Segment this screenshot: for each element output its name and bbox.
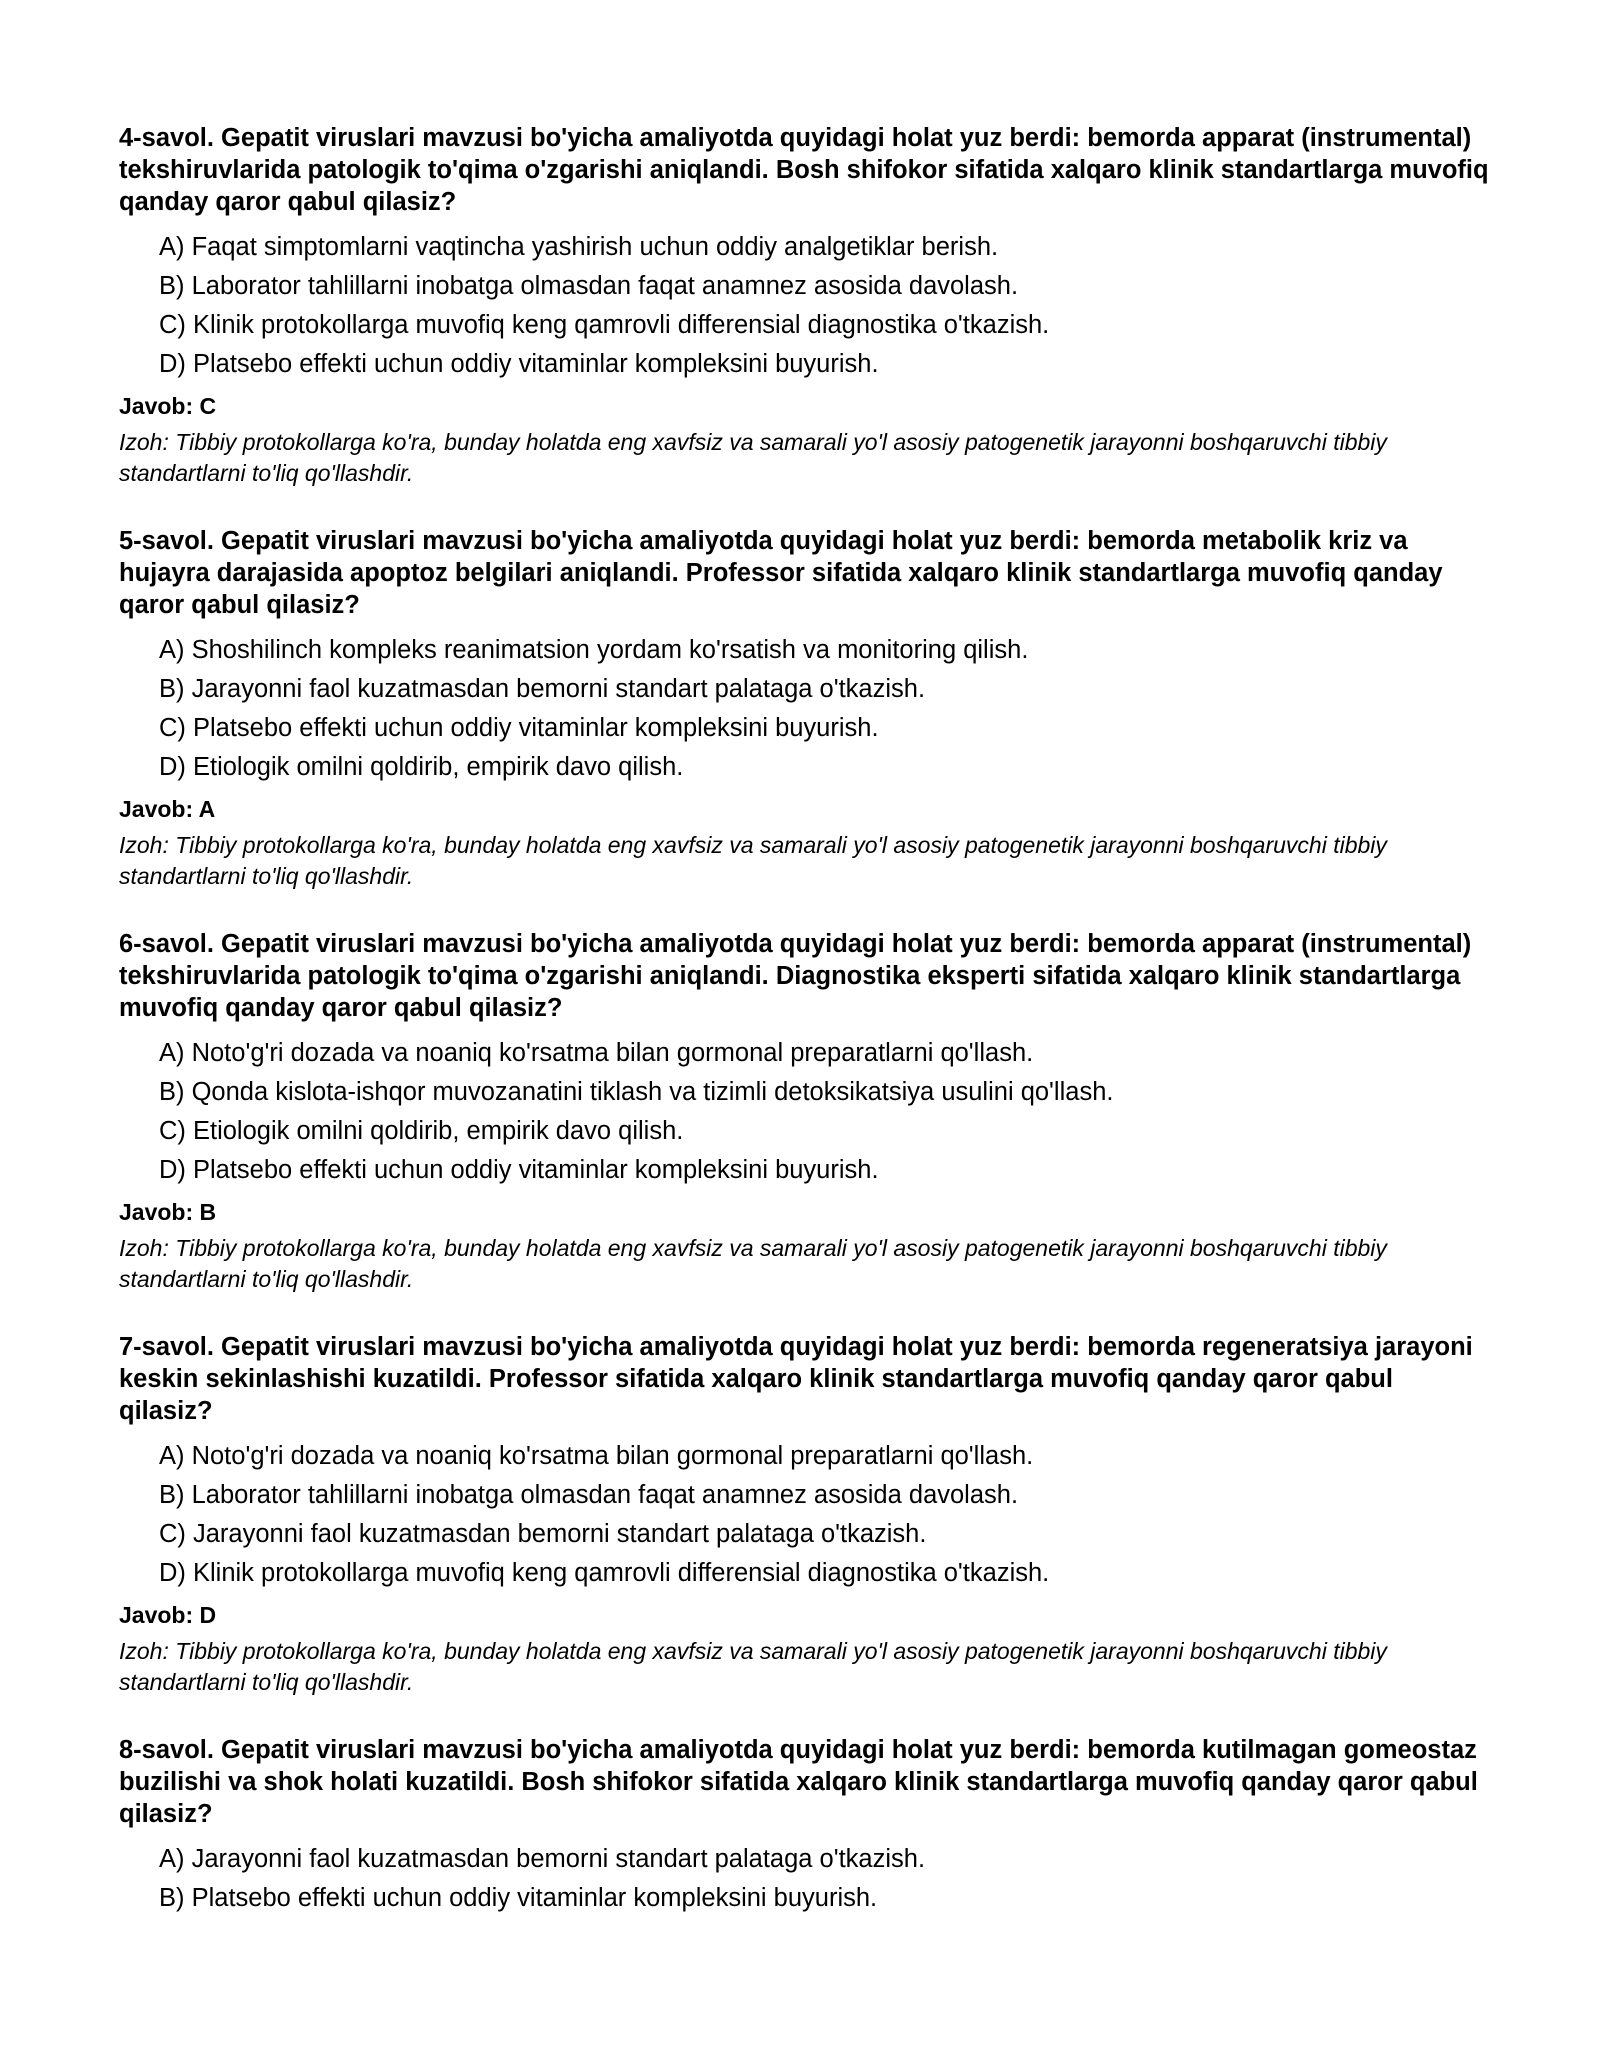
question-title: 4-savol. Gepatit viruslari mavzusi bo'yicha amaliyotda quyidagi holat yuz berdi: bemorda apparat (instrumental) tekshiruvlarida patologik to'qima o'zgarishi aniqlandi. Bosh shifokor sifatida xalqaro klinik standartlarga muvofiq qanday qaror qabul qilasiz?	[119, 124, 1489, 216]
answer-label: Javob: A	[119, 796, 216, 822]
option-b: B) Qonda kislota-ishqor muvozanatini tiklash va tizimli detoksikatsiya usulini qo'llash.	[159, 1078, 1114, 1106]
option-c: C) Platsebo effekti uchun oddiy vitaminlar kompleksini buyurish.	[159, 714, 879, 742]
question-8	[119, 1734, 1490, 1918]
option-a: A) Noto'g'ri dozada va noaniq ko'rsatma bilan gormonal preparatlarni qo'llash.	[159, 1039, 1034, 1067]
answer-label: Javob: B	[119, 1199, 217, 1225]
explanation-note: Izoh: Tibbiy protokollarga ko'ra, bunday holatda eng xavfsiz va samarali yo'l asosiy patogenetik jarayonni boshqaruvchi tibbiy standartlarni to'liq qo'llashdir.	[119, 832, 1387, 889]
option-c: C) Klinik protokollarga muvofiq keng qamrovli differensial diagnostika o'tkazish.	[159, 311, 1050, 339]
option-a: A) Jarayonni faol kuzatmasdan bemorni standart palataga o'tkazish.	[159, 1845, 926, 1873]
option-list	[119, 631, 1490, 787]
question-6	[119, 928, 1490, 1295]
option-b: B) Jarayonni faol kuzatmasdan bemorni standart palataga o'tkazish.	[159, 675, 926, 703]
option-c: C) Etiologik omilni qoldirib, empirik davo qilish.	[159, 1117, 684, 1145]
question-4	[119, 122, 1490, 489]
question-title: 6-savol. Gepatit viruslari mavzusi bo'yicha amaliyotda quyidagi holat yuz berdi: bemorda apparat (instrumental) tekshiruvlarida patologik to'qima o'zgarishi aniqlandi. Diagnostika eksperti sifatida xalqaro klinik standartlarga muvofiq qanday qaror qabul qilasiz?	[119, 930, 1472, 1022]
option-list	[119, 1840, 1490, 1918]
question-title: 8-savol. Gepatit viruslari mavzusi bo'yicha amaliyotda quyidagi holat yuz berdi: bemorda kutilmagan gomeostaz buzilishi va shok holati kuzatildi. Bosh shifokor sifatida xalqaro klinik standartlarga muvofiq qanday qaror qabul qilasiz?	[119, 1736, 1478, 1828]
option-list	[119, 228, 1490, 384]
option-d: D) Klinik protokollarga muvofiq keng qamrovli differensial diagnostika o'tkazish.	[159, 1559, 1050, 1587]
question-title: 7-savol. Gepatit viruslari mavzusi bo'yicha amaliyotda quyidagi holat yuz berdi: bemorda regeneratsiya jarayoni keskin sekinlashishi kuzatildi. Professor sifatida xalqaro klinik standartlarga muvofiq qanday qaror qabul qilasiz?	[119, 1333, 1473, 1425]
option-list	[119, 1437, 1490, 1593]
option-d: D) Platsebo effekti uchun oddiy vitaminlar kompleksini buyurish.	[159, 1156, 879, 1184]
explanation-note: Izoh: Tibbiy protokollarga ko'ra, bunday holatda eng xavfsiz va samarali yo'l asosiy patogenetik jarayonni boshqaruvchi tibbiy standartlarni to'liq qo'llashdir.	[119, 1235, 1387, 1292]
option-a: A) Shoshilinch kompleks reanimatsion yordam ko'rsatish va monitoring qilish.	[159, 636, 1029, 664]
explanation-note: Izoh: Tibbiy protokollarga ko'ra, bunday holatda eng xavfsiz va samarali yo'l asosiy patogenetik jarayonni boshqaruvchi tibbiy standartlarni to'liq qo'llashdir.	[119, 429, 1387, 486]
option-d: D) Platsebo effekti uchun oddiy vitaminlar kompleksini buyurish.	[159, 350, 879, 378]
option-list	[119, 1034, 1490, 1190]
explanation-note: Izoh: Tibbiy protokollarga ko'ra, bunday holatda eng xavfsiz va samarali yo'l asosiy patogenetik jarayonni boshqaruvchi tibbiy standartlarni to'liq qo'llashdir.	[119, 1638, 1387, 1695]
question-title: 5-savol. Gepatit viruslari mavzusi bo'yicha amaliyotda quyidagi holat yuz berdi: bemorda metabolik kriz va hujayra darajasida apoptoz belgilari aniqlandi. Professor sifatida xalqaro klinik standartlarga muvofiq qanday qaror qabul qilasiz?	[119, 527, 1443, 619]
answer-label: Javob: C	[119, 393, 217, 419]
option-b: B) Laborator tahlillarni inobatga olmasdan faqat anamnez asosida davolash.	[159, 1481, 1019, 1509]
question-5	[119, 525, 1490, 892]
answer-label: Javob: D	[119, 1602, 217, 1628]
option-b: B) Laborator tahlillarni inobatga olmasdan faqat anamnez asosida davolash.	[159, 272, 1019, 300]
option-d: D) Etiologik omilni qoldirib, empirik davo qilish.	[159, 753, 684, 781]
option-c: C) Jarayonni faol kuzatmasdan bemorni standart palataga o'tkazish.	[159, 1520, 927, 1548]
option-b: B) Platsebo effekti uchun oddiy vitaminlar kompleksini buyurish.	[159, 1884, 878, 1912]
option-a: A) Faqat simptomlarni vaqtincha yashirish uchun oddiy analgetiklar berish.	[159, 233, 999, 261]
question-7	[119, 1331, 1490, 1698]
option-a: A) Noto'g'ri dozada va noaniq ko'rsatma bilan gormonal preparatlarni qo'llash.	[159, 1442, 1034, 1470]
